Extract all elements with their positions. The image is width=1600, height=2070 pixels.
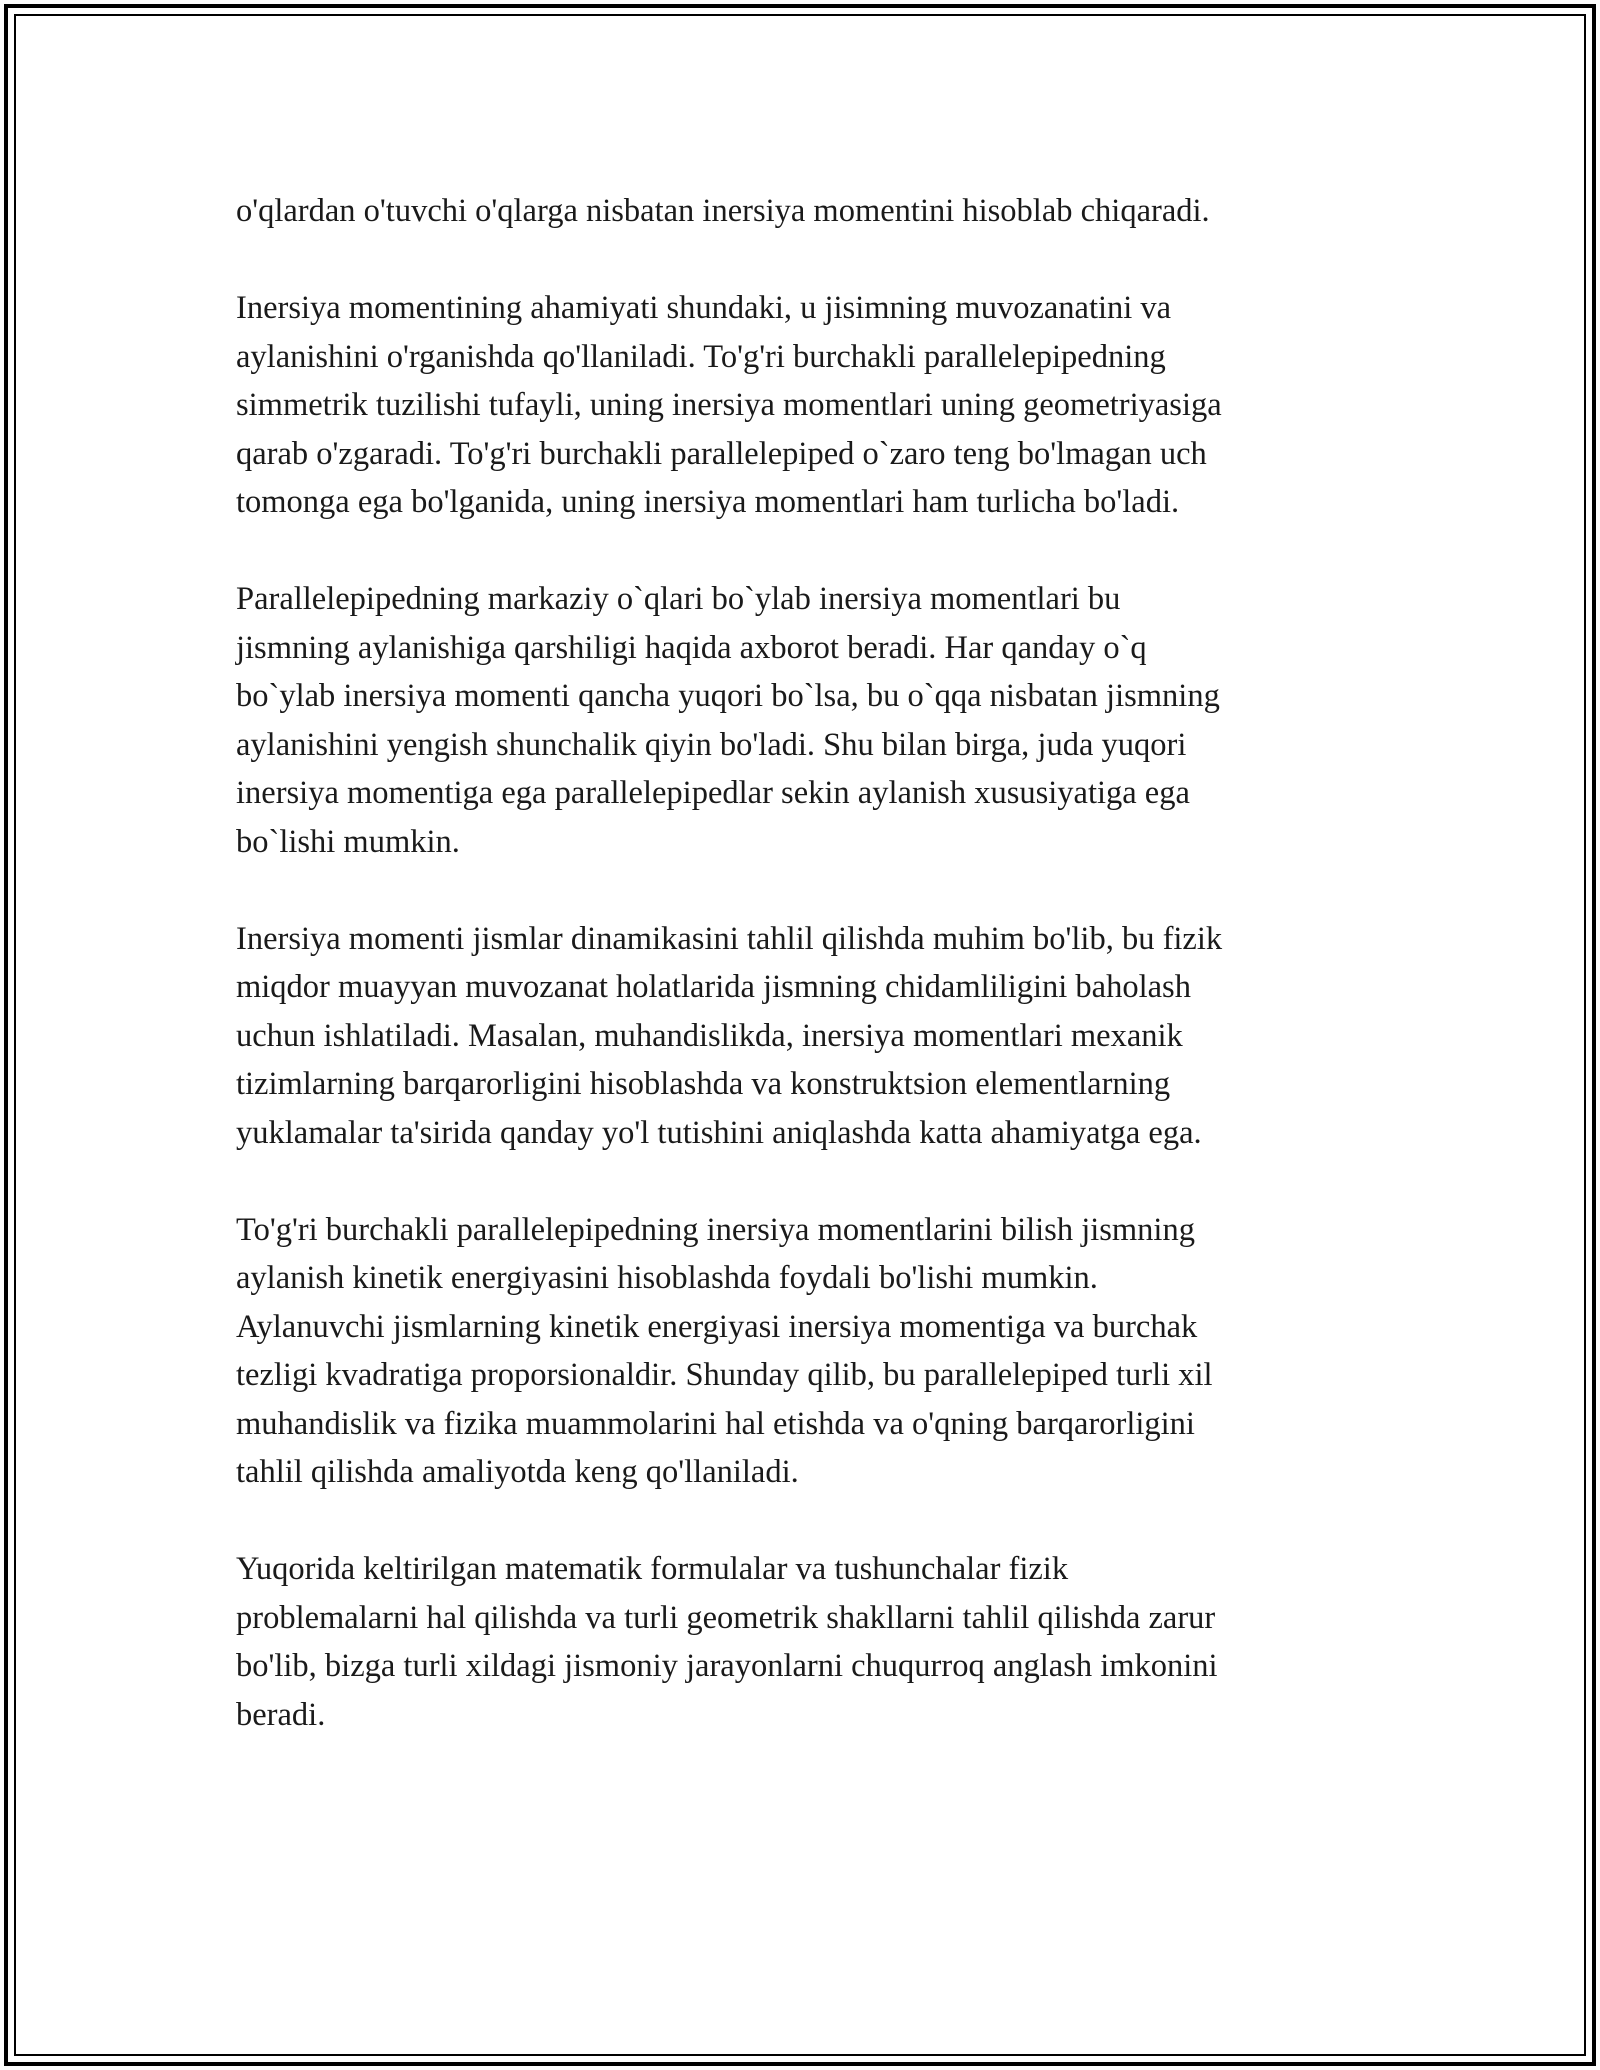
document-body (236, 187, 1366, 1788)
paragraph-5: To'g'ri burchakli parallelepipedning inersiya momentlarini bilish jismning aylanish kinetik energiyasini hisoblashda foydali bo'lishi mumkin. Aylanuvchi jismlarning kinetik energiyasi inersiya momentiga va burchak tezligi kvadratiga proporsionaldir. Shunday qilib, bu parallelepiped turli xil muhandislik va fizika muammolarini hal etishda va o'qning barqarorligini tahlil qilishda amaliyotda keng qo'llaniladi. (236, 1211, 1213, 1490)
paragraph-2: Inersiya momentining ahamiyati shundaki, u jisimning muvozanatini va aylanishini o'rganishda qo'llaniladi. To'g'ri burchakli parallelepipedning simmetrik tuzilishi tufayli, uning inersiya momentlari uning geometriyasiga qarab o'zgaradi. To'g'ri burchakli parallelepiped o`zaro teng bo'lmagan uch tomonga ega bo'lganida, uning inersiya momentlari ham turlicha bo'ladi. (236, 290, 1222, 520)
paragraph-3: Parallelepipedning markaziy o`qlari bo`ylab inersiya momentlari bu jismning aylanishiga qarshiligi haqida axborot beradi. Har qanday o`q bo`ylab inersiya momenti qancha yuqori bo`lsa, bu o`qqa nisbatan jismning aylanishini yengish shunchalik qiyin bo'ladi. Shu bilan birga, juda yuqori inersiya momentiga ega parallelepipedlar sekin aylanish xususiyatiga ega bo`lishi mumkin. (236, 581, 1220, 860)
paragraph-6: Yuqorida keltirilgan matematik formulalar va tushunchalar fizik problemalarni hal qilishda va turli geometrik shakllarni tahlil qilishda zarur bo'lib, bizga turli xildagi jismoniy jarayonlarni chuqurroq anglash imkonini beradi. (236, 1551, 1218, 1733)
paragraph-1: o'qlardan o'tuvchi o'qlarga nisbatan inersiya momentini hisoblab chiqaradi. (236, 193, 1210, 229)
paragraph-4: Inersiya momenti jismlar dinamikasini tahlil qilishda muhim bo'lib, bu fizik miqdor muayyan muvozanat holatlarida jismning chidamliligini baholash uchun ishlatiladi. Masalan, muhandislikda, inersiya momentlari mexanik tizimlarning barqarorligini hisoblashda va konstruktsion elementlarning yuklamalar ta'sirida qanday yo'l tutishini aniqlashda katta ahamiyatga ega. (236, 920, 1223, 1151)
